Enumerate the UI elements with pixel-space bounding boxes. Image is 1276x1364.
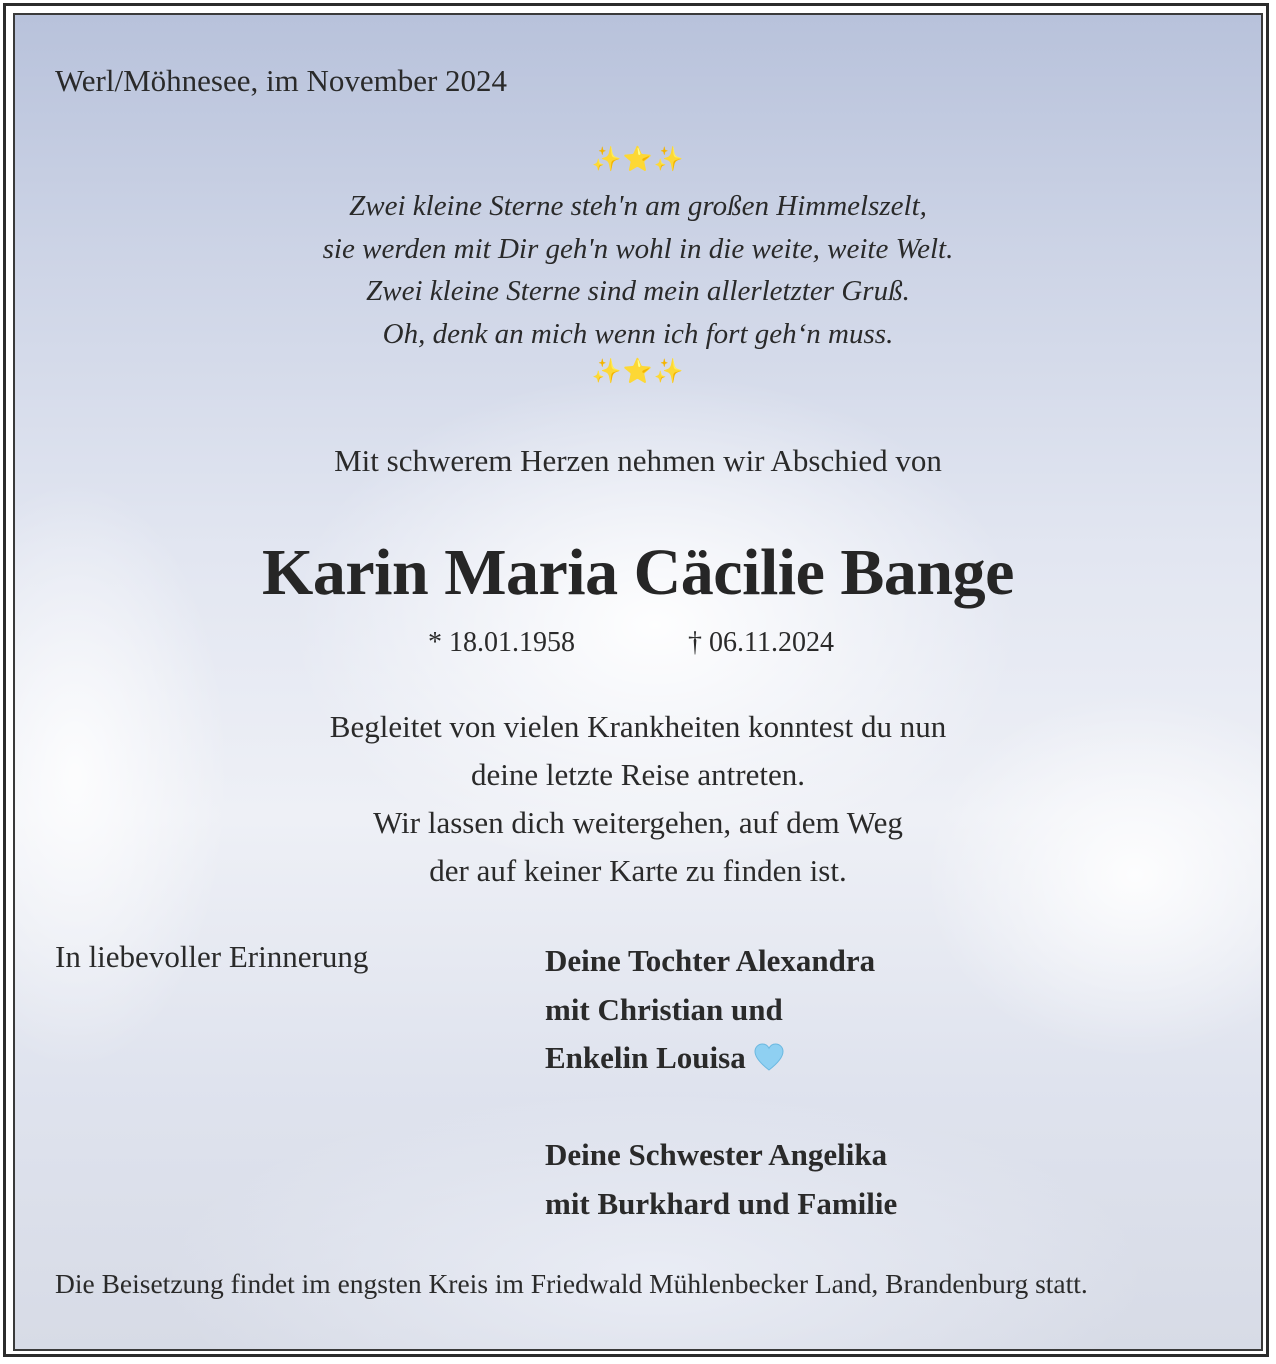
farewell-intro: Mit schwerem Herzen nehmen wir Abschied von [334, 443, 942, 478]
mourner-name: Enkelin Louisa [545, 1040, 746, 1075]
poem-line: Zwei kleine Sterne steh'n am großen Himmelszelt, [349, 190, 927, 222]
mourner-line [545, 1034, 897, 1083]
birth-date: * 18.01.1958 [428, 627, 575, 658]
stars-ornament-top: ✨⭐✨ [591, 147, 685, 173]
stars-ornament-bottom: ✨⭐✨ [591, 359, 685, 385]
mourner-line: mit Christian und [545, 991, 783, 1027]
poem [15, 185, 1261, 355]
mourner-line: mit Burkhard und Familie [545, 1185, 898, 1221]
burial-note: Die Beisetzung findet im engsten Kreis im Friedwald Mühlenbecker Land, Brandenburg statt. [55, 1268, 1088, 1299]
mourner-spacer [545, 1083, 897, 1132]
mourners-list [545, 937, 897, 1228]
deceased-name: Karin Maria Cäcilie Bange [262, 536, 1014, 609]
place-date: Werl/Möhnesee, im November 2024 [55, 63, 508, 98]
verse-line: der auf keiner Karte zu finden ist. [429, 853, 847, 888]
poem-line: Zwei kleine Sterne sind mein allerletzter Gruß. [366, 275, 910, 307]
poem-line: Oh, denk an mich wenn ich fort geh‘n muss. [382, 317, 894, 350]
memorial-verse [15, 703, 1261, 895]
death-date: † 06.11.2024 [688, 627, 834, 658]
obituary-card [13, 13, 1263, 1351]
heart-icon [754, 1037, 784, 1065]
poem-line: sie werden mit Dir geh'n wohl in die weite, weite Welt. [322, 232, 954, 265]
verse-line: Begleitet von vielen Krankheiten konntest du nun [329, 709, 947, 744]
verse-line: deine letzte Reise antreten. [471, 757, 805, 792]
mourner-line: Deine Tochter Alexandra [545, 943, 876, 978]
remembrance-label: In liebevoller Erinnerung [55, 939, 369, 974]
mourner-line: Deine Schwester Angelika [545, 1137, 888, 1172]
verse-line: Wir lassen dich weitergehen, auf dem Weg [373, 805, 903, 840]
